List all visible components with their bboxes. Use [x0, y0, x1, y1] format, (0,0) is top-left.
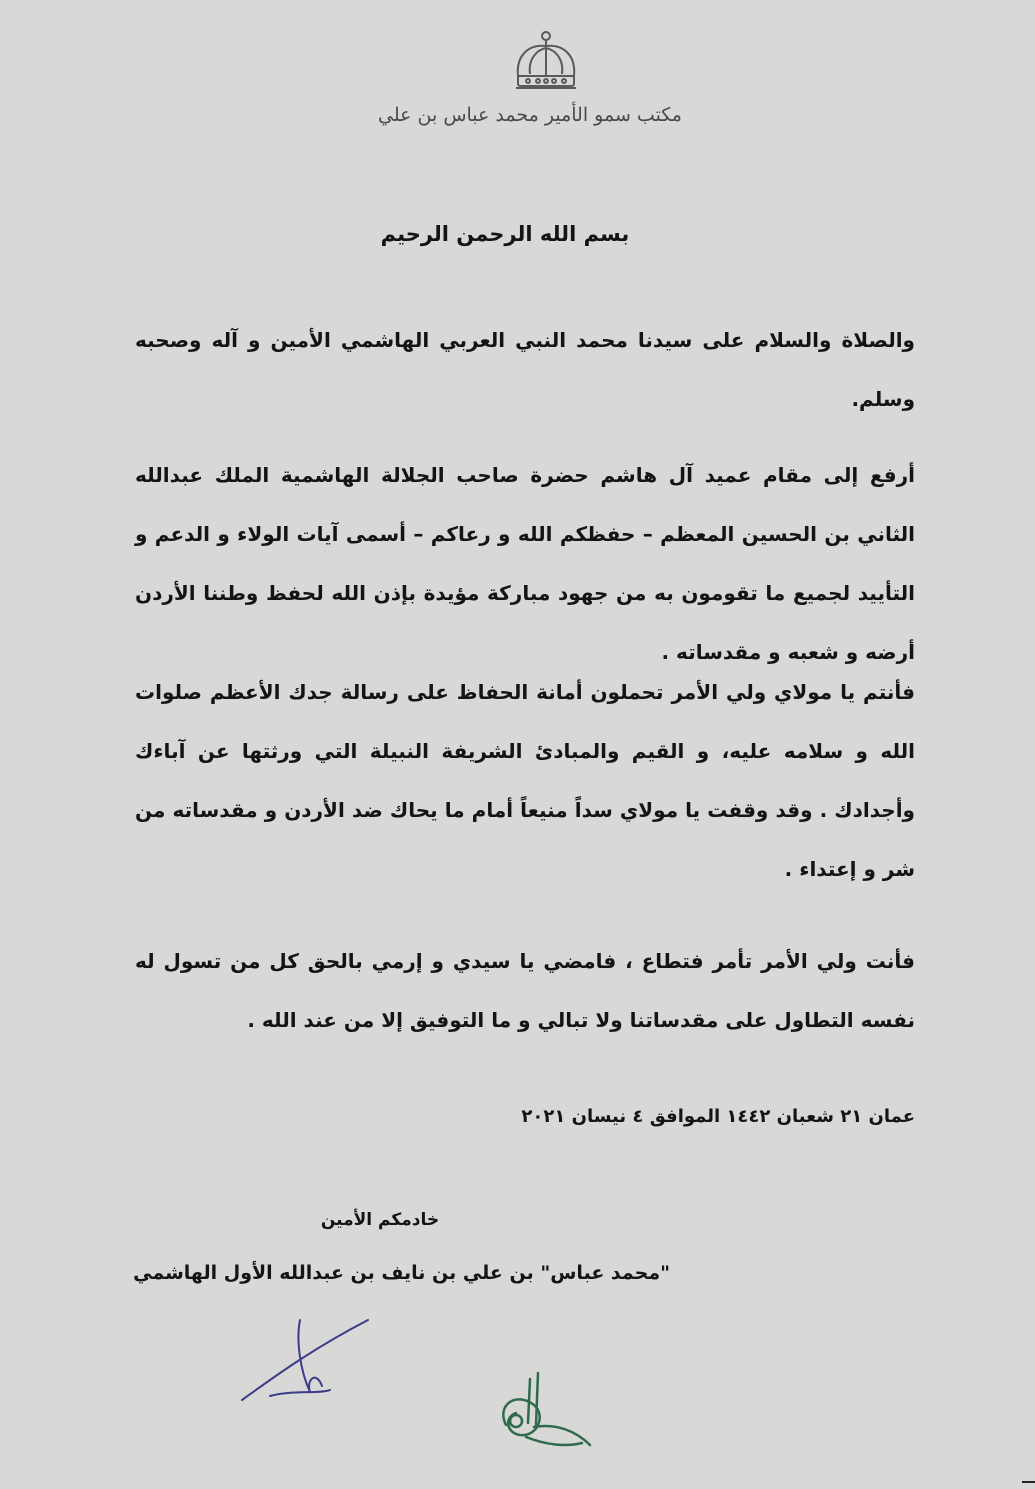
paragraph-greeting: والصلاة والسلام على سيدنا محمد النبي العربي الهاشمي الأمين و آله وصحبه وسلم.	[135, 328, 915, 411]
paragraph-allegiance: أرفع إلى مقام عميد آل هاشم حضرة صاحب الجلالة الهاشمية الملك عبدالله الثاني بن الحسين المعظم – حفظكم الله و رعاكم – أسمى آيات الولاء و الدعم و التأييد لجميع ما تقومون به من جهود مباركة مؤيدة بإذن الله لحفظ وطننا الأردن أرضه و شعبه و مقدساته .	[135, 463, 915, 664]
closing-line: خادمكم الأمين	[320, 1210, 440, 1230]
edge-mark	[1022, 1481, 1035, 1483]
handwritten-signature-icon	[230, 1310, 380, 1410]
office-header: مكتب سمو الأمير محمد عباس بن علي	[378, 104, 682, 126]
basmala: بسم الله الرحمن الرحيم	[380, 222, 630, 246]
letter-date: عمان ٢١ شعبان ١٤٤٢ الموافق ٤ نيسان ٢٠٢١	[521, 1106, 915, 1127]
crown-emblem-icon	[508, 30, 584, 96]
paragraph-trust: فأنتم يا مولاي ولي الأمر تحملون أمانة الحفاظ على رسالة جدك الأعظم صلوات الله و سلامه عليه، و القيم والمبادئ الشريفة النبيلة التي ورثتها عن آباءك وأجدادك . وقد وقفت يا مولاي سداً منيعاً أمام ما يحاك ضد الأردن و مقدساته من شر و إعتداء .	[135, 680, 915, 881]
royal-tughra-seal-icon	[486, 1365, 596, 1455]
signatory-name: "محمد عباس" بن علي بن نايف بن عبدالله الأول الهاشمي	[133, 1262, 670, 1284]
paragraph-command: فأنت ولي الأمر تأمر فتطاع ، فامضي يا سيدي و إرمي بالحق كل من تسول له نفسه التطاول على مقدساتنا ولا تبالي و ما التوفيق إلا من عند الله .	[135, 949, 915, 1032]
